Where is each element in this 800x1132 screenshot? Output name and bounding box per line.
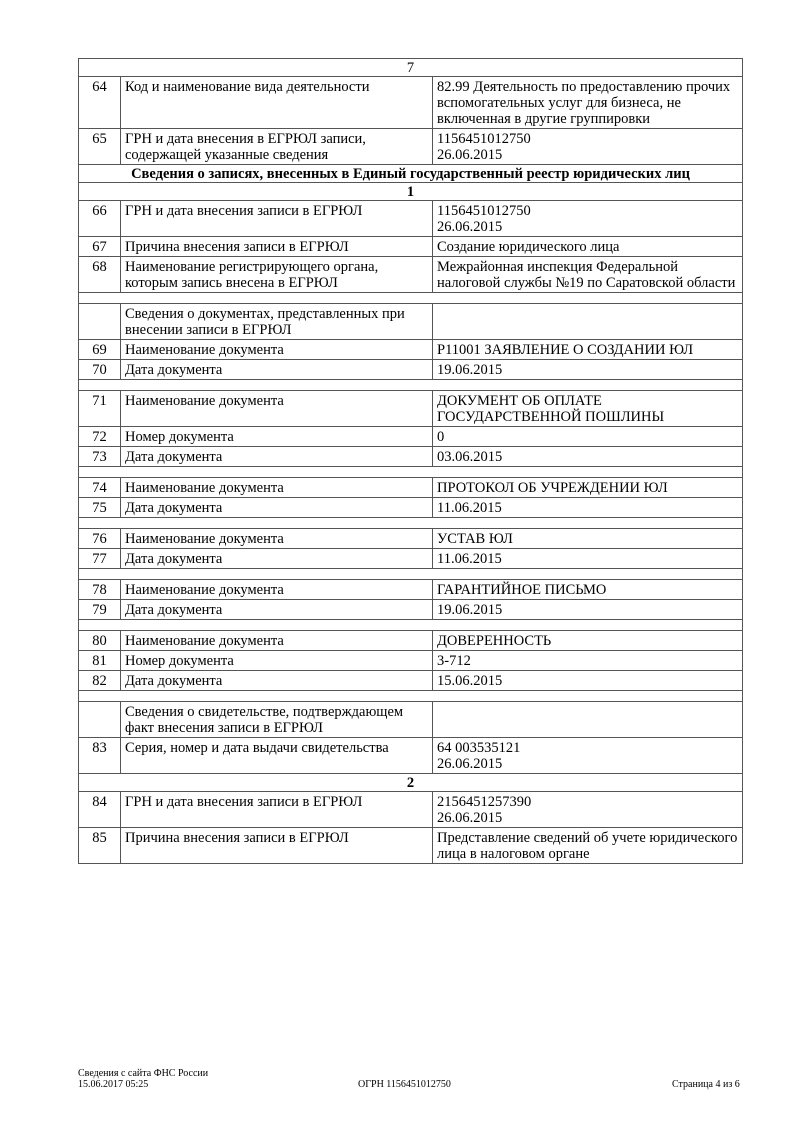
row-value: 15.06.2015	[433, 671, 743, 691]
table-row	[79, 77, 743, 129]
table-row	[79, 702, 743, 738]
section-header-row	[79, 59, 743, 77]
row-label: ГРН и дата внесения записи в ЕГРЮЛ	[121, 201, 433, 237]
table-row	[79, 529, 743, 549]
row-value: 0	[433, 427, 743, 447]
row-number: 79	[79, 600, 121, 620]
row-value	[433, 129, 743, 165]
row-label: Номер документа	[121, 427, 433, 447]
row-label: Причина внесения записи в ЕГРЮЛ	[121, 237, 433, 257]
row-value-line: 26.06.2015	[437, 147, 503, 163]
spacer-row	[79, 518, 743, 529]
row-label: Наименование документа	[121, 580, 433, 600]
row-number: 84	[79, 792, 121, 828]
spacer-cell	[79, 518, 743, 529]
row-label: Дата документа	[121, 549, 433, 569]
spacer-cell	[79, 569, 743, 580]
table-row	[79, 580, 743, 600]
row-label: Наименование регистрирующего органа, которым запись внесена в ЕГРЮЛ	[121, 257, 433, 293]
row-value: ПРОТОКОЛ ОБ УЧРЕЖДЕНИИ ЮЛ	[433, 478, 743, 498]
footer-page-number: Страница 4 из 6	[672, 1079, 740, 1090]
table-row	[79, 738, 743, 774]
row-value: 19.06.2015	[433, 360, 743, 380]
row-label: Дата документа	[121, 671, 433, 691]
footer-source	[78, 1068, 208, 1090]
spacer-cell	[79, 380, 743, 391]
row-value: 82.99 Деятельность по предоставлению прочих вспомогательных услуг для бизнеса, не включенная в другие группировки	[433, 77, 743, 129]
row-value	[433, 201, 743, 237]
table-row	[79, 340, 743, 360]
row-label: Серия, номер и дата выдачи свидетельства	[121, 738, 433, 774]
row-label: Дата документа	[121, 447, 433, 467]
section-header-row	[79, 165, 743, 183]
row-number	[79, 702, 121, 738]
row-number: 80	[79, 631, 121, 651]
row-label: Код и наименование вида деятельности	[121, 77, 433, 129]
row-value: ДОВЕРЕННОСТЬ	[433, 631, 743, 651]
row-label: Дата документа	[121, 600, 433, 620]
spacer-cell	[79, 293, 743, 304]
table-row	[79, 391, 743, 427]
row-number: 75	[79, 498, 121, 518]
row-number: 64	[79, 77, 121, 129]
footer-source-line1: Сведения с сайта ФНС России	[78, 1068, 209, 1079]
footer-ogrn: ОГРН 1156451012750	[358, 1079, 451, 1090]
row-number: 70	[79, 360, 121, 380]
row-value: ДОКУМЕНТ ОБ ОПЛАТЕ ГОСУДАРСТВЕННОЙ ПОШЛИНЫ	[433, 391, 743, 427]
row-number: 67	[79, 237, 121, 257]
section-header: 7	[79, 59, 743, 77]
spacer-row	[79, 293, 743, 304]
section-header: 1	[79, 183, 743, 201]
row-label: Наименование документа	[121, 529, 433, 549]
table-row	[79, 671, 743, 691]
row-number: 69	[79, 340, 121, 360]
row-label: Наименование документа	[121, 391, 433, 427]
spacer-row	[79, 691, 743, 702]
section-header: Сведения о записях, внесенных в Единый государственный реестр юридических лиц	[79, 165, 743, 183]
table-row	[79, 792, 743, 828]
table-row	[79, 651, 743, 671]
table-row	[79, 478, 743, 498]
spacer-row	[79, 380, 743, 391]
row-value-line: 1156451012750	[437, 203, 531, 219]
row-value-line: 1156451012750	[437, 131, 531, 147]
row-number: 76	[79, 529, 121, 549]
table-row	[79, 360, 743, 380]
row-value	[433, 792, 743, 828]
row-value	[433, 702, 743, 738]
row-value: 3-712	[433, 651, 743, 671]
row-value-line: 26.06.2015	[437, 810, 503, 826]
row-label: Номер документа	[121, 651, 433, 671]
section-header-row	[79, 183, 743, 201]
row-value-line: 26.06.2015	[437, 756, 503, 772]
table-row	[79, 427, 743, 447]
row-value: УСТАВ ЮЛ	[433, 529, 743, 549]
row-value: 11.06.2015	[433, 549, 743, 569]
row-number: 72	[79, 427, 121, 447]
row-value: ГАРАНТИЙНОЕ ПИСЬМО	[433, 580, 743, 600]
spacer-cell	[79, 691, 743, 702]
spacer-cell	[79, 467, 743, 478]
spacer-cell	[79, 620, 743, 631]
row-number: 71	[79, 391, 121, 427]
row-number: 85	[79, 828, 121, 864]
row-value: Создание юридического лица	[433, 237, 743, 257]
table-row	[79, 828, 743, 864]
row-number: 68	[79, 257, 121, 293]
table-row	[79, 600, 743, 620]
row-label: Наименование документа	[121, 631, 433, 651]
table-row	[79, 201, 743, 237]
row-number: 73	[79, 447, 121, 467]
table-row	[79, 237, 743, 257]
row-number: 74	[79, 478, 121, 498]
row-label: Наименование документа	[121, 478, 433, 498]
row-number: 77	[79, 549, 121, 569]
row-number: 81	[79, 651, 121, 671]
row-value	[433, 304, 743, 340]
row-number: 83	[79, 738, 121, 774]
row-label: Сведения о документах, представленных при внесении записи в ЕГРЮЛ	[121, 304, 433, 340]
section-header: 2	[79, 774, 743, 792]
row-value: Представление сведений об учете юридического лица в налоговом органе	[433, 828, 743, 864]
row-number: 66	[79, 201, 121, 237]
row-number: 65	[79, 129, 121, 165]
row-number	[79, 304, 121, 340]
row-value: 11.06.2015	[433, 498, 743, 518]
spacer-row	[79, 620, 743, 631]
row-value: Р11001 ЗАЯВЛЕНИЕ О СОЗДАНИИ ЮЛ	[433, 340, 743, 360]
row-value: 03.06.2015	[433, 447, 743, 467]
row-value-line: 26.06.2015	[437, 219, 503, 235]
row-value-line: 64 003535121	[437, 740, 521, 756]
row-value	[433, 738, 743, 774]
spacer-row	[79, 467, 743, 478]
table-row	[79, 129, 743, 165]
row-label: ГРН и дата внесения в ЕГРЮЛ записи, содержащей указанные сведения	[121, 129, 433, 165]
row-value-line: 2156451257390	[437, 794, 532, 810]
row-value: 19.06.2015	[433, 600, 743, 620]
table-row	[79, 631, 743, 651]
row-label: Дата документа	[121, 360, 433, 380]
row-label: Наименование документа	[121, 340, 433, 360]
row-label: Сведения о свидетельстве, подтверждающем факт внесения записи в ЕГРЮЛ	[121, 702, 433, 738]
row-label: ГРН и дата внесения записи в ЕГРЮЛ	[121, 792, 433, 828]
table-row	[79, 257, 743, 293]
table-row	[79, 549, 743, 569]
row-label: Дата документа	[121, 498, 433, 518]
row-number: 78	[79, 580, 121, 600]
table-row	[79, 304, 743, 340]
spacer-row	[79, 569, 743, 580]
section-header-row	[79, 774, 743, 792]
row-number: 82	[79, 671, 121, 691]
footer-source-line2: 15.06.2017 05:25	[78, 1079, 149, 1090]
row-label: Причина внесения записи в ЕГРЮЛ	[121, 828, 433, 864]
egrul-records-table	[78, 58, 743, 864]
row-value: Межрайонная инспекция Федеральной налоговой службы №19 по Саратовской области	[433, 257, 743, 293]
table-row	[79, 447, 743, 467]
table-row	[79, 498, 743, 518]
